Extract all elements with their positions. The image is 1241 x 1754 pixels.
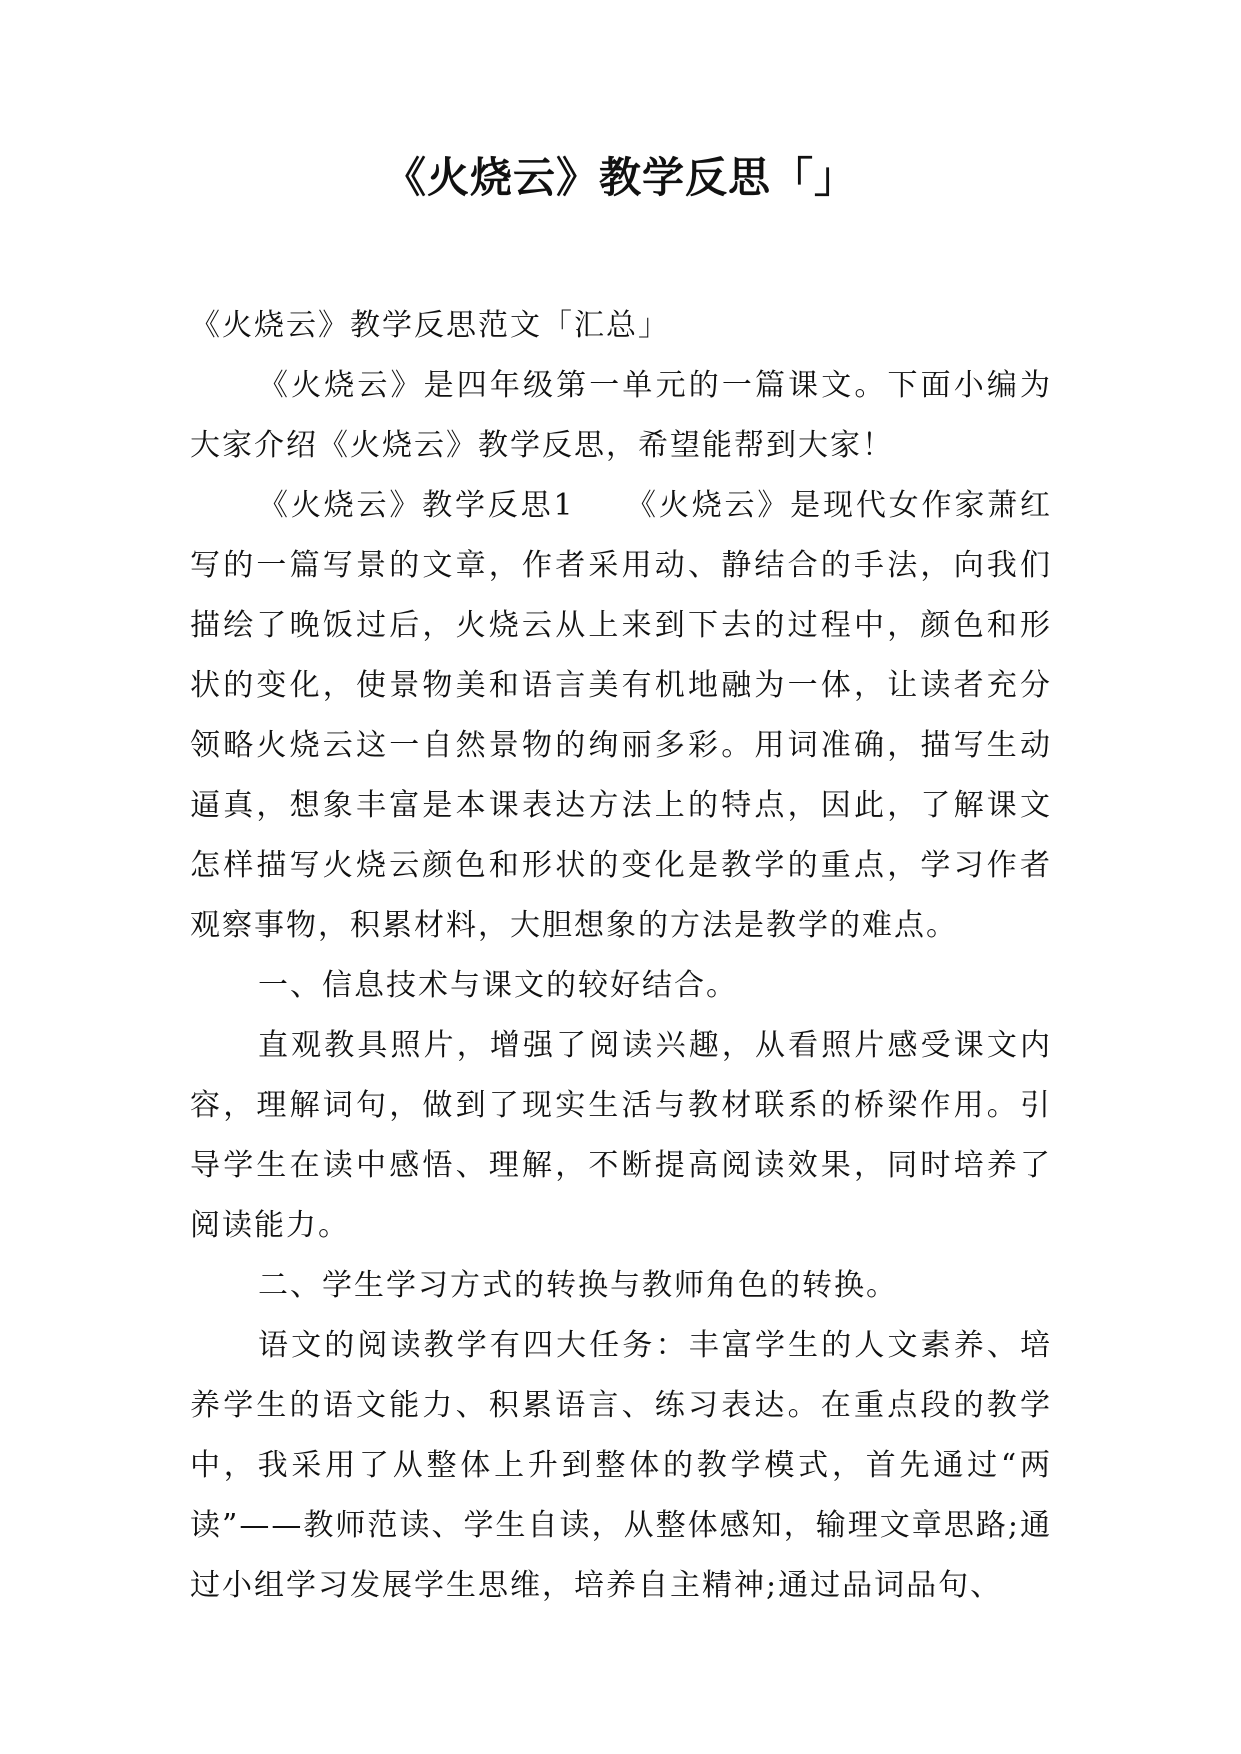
reflection-paragraph: 《火烧云》教学反思1 《火烧云》是现代女作家萧红写的一篇写景的文章，作者采用动、静结合的手法，向我们描绘了晚饭过后，火烧云从上来到下去的过程中，颜色和形状的变化，使景物美和语言美有机地融为一体，让读者充分领略火烧云这一自然景物的绚丽多彩。用词准确，描写生动逼真，想象丰富是本课表达方法上的特点，因此，了解课文怎样描写火烧云颜色和形状的变化是教学的重点，学习作者观察事物，积累材料，大胆想象的方法是教学的难点。: [190, 488, 1052, 943]
section-two-paragraph: 语文的阅读教学有四大任务：丰富学生的人文素养、培养学生的语文能力、积累语言、练习表达。在重点段的教学中，我采用了从整体上升到整体的教学模式，首先通过“两读”——教师范读、学生自读，从整体感知，输理文章思路;通过小组学习发展学生思维，培养自主精神;通过品词品句、: [190, 1328, 1052, 1603]
section-heading-two: 二、学生学习方式的转换与教师角色的转换。: [258, 1268, 898, 1303]
subtitle-line: 《火烧云》教学反思范文「汇总」: [190, 308, 670, 343]
section-heading-one: 一、信息技术与课文的较好结合。: [258, 968, 738, 1003]
section-one-paragraph: 直观教具照片，增强了阅读兴趣，从看照片感受课文内容，理解词句，做到了现实生活与教材联系的桥梁作用。引导学生在读中感悟、理解，不断提高阅读效果，同时培养了阅读能力。: [190, 1028, 1052, 1243]
document-body: [190, 296, 1052, 1616]
intro-paragraph: 《火烧云》是四年级第一单元的一篇课文。下面小编为大家介绍《火烧云》教学反思，希望能帮到大家！: [190, 368, 1052, 463]
document-title: 《火烧云》教学反思「」: [383, 153, 857, 202]
